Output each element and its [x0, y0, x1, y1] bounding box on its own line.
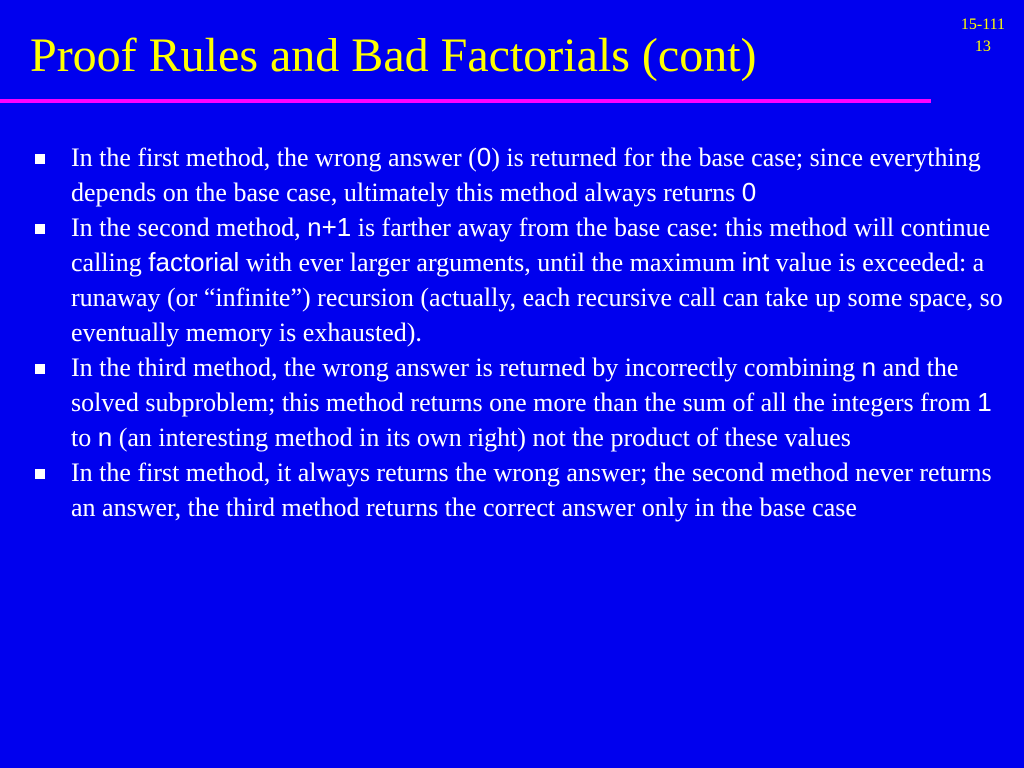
code-literal: n	[861, 352, 877, 382]
bullet-3-text	[71, 353, 992, 452]
bullet-4-text	[71, 458, 992, 522]
bullet-text: In the first method, it always returns the wrong answer; the second method never returns an answer, the third method returns the correct answer only in the base case	[71, 458, 992, 522]
code-literal: 1	[977, 387, 992, 417]
square-bullet-icon	[35, 364, 45, 374]
course-number: 15-111	[960, 16, 1005, 33]
bullet-text: and the solved subproblem; this method returns one more than the sum of all the integers from	[71, 353, 978, 417]
bullet-item-1	[35, 140, 1010, 210]
bullet-text: In the first method, the wrong answer (	[71, 143, 477, 172]
code-literal: 0	[741, 177, 757, 207]
page-number: 13	[974, 38, 991, 55]
bullet-text: with ever larger arguments, until the maximum	[239, 248, 742, 277]
bullet-text: ) is returned for the base case; since everything depends on the base case, ultimately this method always returns	[71, 143, 981, 207]
bullet-item-4	[35, 455, 1010, 525]
code-literal: n	[97, 422, 113, 452]
slide-number-badge	[961, 14, 1005, 58]
bullet-item-3	[35, 350, 1010, 455]
code-literal: 0	[476, 142, 492, 172]
bullet-text: In the second method,	[71, 213, 308, 242]
bullet-item-2	[35, 210, 1010, 350]
slide-title: Proof Rules and Bad Factorials (cont)	[30, 29, 757, 82]
bullet-text: (an interesting method in its own right) not the product of these values	[112, 423, 851, 452]
bullet-text: value is exceeded: a runaway (or “infinite”) recursion (actually, each recursive call can take up some space, so eventually memory is exhausted).	[71, 248, 1003, 347]
square-bullet-icon	[35, 469, 45, 479]
bullet-1-text	[71, 143, 981, 207]
square-bullet-icon	[35, 224, 45, 234]
bullet-text: In the third method, the wrong answer is returned by incorrectly combining	[71, 353, 862, 382]
bullet-2-text	[71, 213, 1003, 347]
code-literal: factorial	[148, 247, 240, 277]
bullet-text: to	[71, 423, 98, 452]
code-literal: int	[741, 247, 770, 277]
code-literal: n+1	[307, 212, 352, 242]
bullet-text: is farther away from the base case: this method will continue calling	[71, 213, 991, 277]
square-bullet-icon	[35, 154, 45, 164]
title-underline	[0, 99, 931, 103]
bullet-list	[35, 140, 1010, 525]
